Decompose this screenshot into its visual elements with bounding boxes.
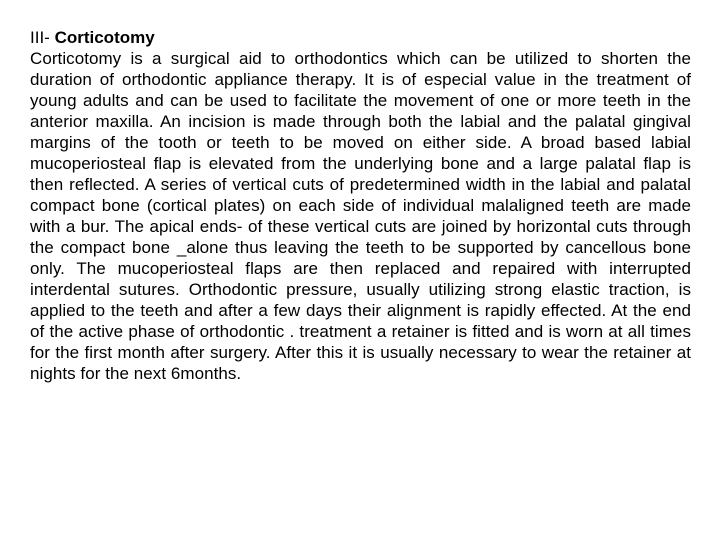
section-title: Corticotomy [54, 28, 155, 47]
section-heading [30, 27, 691, 48]
slide-content [30, 27, 691, 384]
section-number: III- [30, 28, 55, 47]
body-paragraph: Corticotomy is a surgical aid to orthodontics which can be utilized to shorten the duration of orthodontic appliance therapy. It is of especial value in the treatment of young adults and can be used to facilitate the movement of one or more teeth in the anterior maxilla. An incision is made through both the labial and the palatal gingival margins of the tooth or teeth to be moved on either side. A broad based labial mucoperiosteal flap is elevated from the underlying bone and a large palatal flap is then reflected. A series of vertical cuts of predetermined width in the labial and palatal compact bone (cortical plates) on each side of individual malaligned teeth are made with a bur. The apical ends- of these vertical cuts are joined by horizontal cuts through the compact bone _alone thus leaving the teeth to be supported by cancellous bone only. The mucoperiosteal flaps are then replaced and repaired with interrupted interdental sutures. Orthodontic pressure, usually utilizing strong elastic traction, is applied to the teeth and after a few days their alignment is rapidly effected. At the end of the active phase of orthodontic . treatment a retainer is fitted and is worn at all times for the first month after surgery. After this it is usually necessary to wear the retainer at nights for the next 6months. [30, 49, 691, 383]
